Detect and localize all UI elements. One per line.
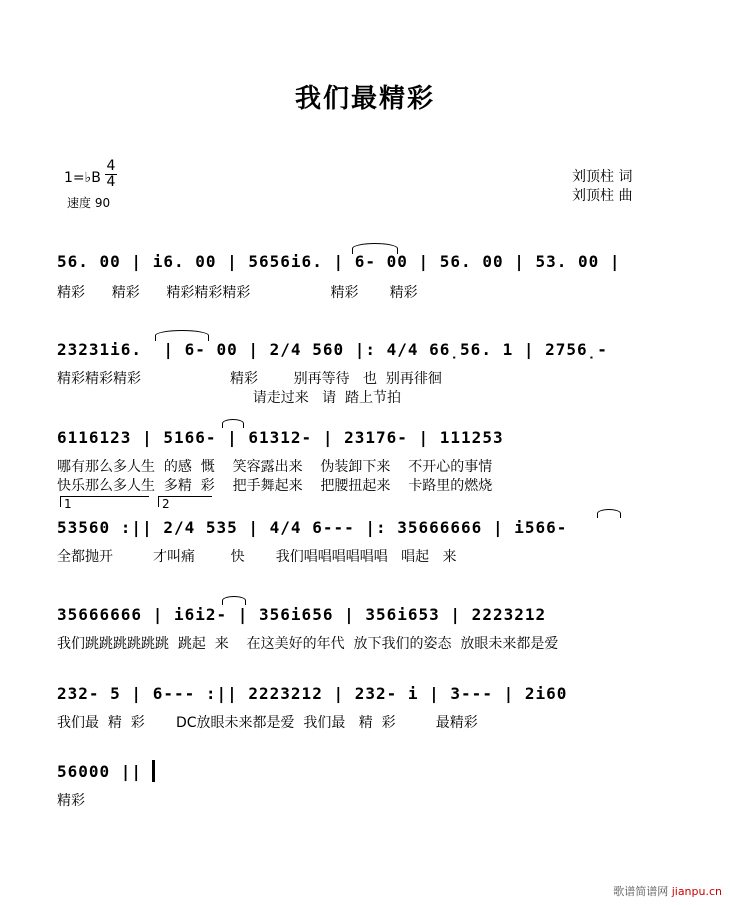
volta-2: 2: [158, 496, 212, 507]
notation-row-5: 35666666 | i6i2- | 356i656 | 356i653 | 2223212: [57, 605, 547, 624]
time-signature: [104, 159, 118, 190]
tempo-marking: 速度 90: [67, 196, 111, 210]
composer-credit: 刘顶柱 曲: [572, 188, 633, 204]
time-signature-top: 4: [106, 158, 116, 174]
watermark-site: jianpu.cn: [671, 885, 722, 898]
lyrics-row-1: 精彩 精彩 精彩精彩精彩 精彩 精彩: [57, 285, 418, 301]
lyrics-row-2a: 精彩精彩精彩 精彩 别再等待 也 别再徘徊: [57, 371, 442, 387]
notation-row-7: 56000 ||: [57, 762, 143, 781]
slur-mark: [222, 419, 244, 428]
final-barline: [152, 760, 155, 782]
notation-row-2: 23231i6. | 6- 00 | 2/4 560 |: 4/4 66̣56. 1 | 2756̣-: [57, 340, 608, 359]
lyrics-row-6: 我们最 精 彩 DC放眼未来都是爱 我们最 精 彩 最精彩: [57, 715, 478, 731]
watermark-text: 歌谱简谱网: [613, 885, 669, 898]
notation-row-1: 56. 00 | i6. 00 | 5656i6. | 6- 00 | 56. 00 | 53. 00 |: [57, 252, 621, 271]
notation-row-3: 6116123 | 5166- | 61312- | 23176- | 111253: [57, 428, 504, 447]
slur-mark: [222, 596, 246, 605]
notation-row-6: 232- 5 | 6--- :|| 2223212 | 232- i | 3--- | 2i60: [57, 684, 568, 703]
lyrics-row-3a: 哪有那么多人生 的感 慨 笑容露出来 伪装卸下来 不开心的事情: [57, 459, 493, 475]
slur-mark: [352, 243, 398, 254]
lyricist-credit: 刘顶柱 词: [572, 169, 633, 185]
lyrics-row-3b: 快乐那么多人生 多精 彩 把手舞起来 把腰扭起来 卡路里的燃烧: [57, 478, 493, 494]
lyrics-row-2b: 请走过来 请 踏上节拍: [57, 390, 402, 406]
watermark: [613, 883, 722, 899]
key-signature: 1=♭B: [64, 170, 101, 186]
notation-row-4: 53560 :|| 2/4 535 | 4/4 6--- |: 35666666 | i566-: [57, 518, 568, 537]
lyrics-row-4: 全都抛开 才叫痛 快 我们唱唱唱唱唱唱 唱起 来: [57, 549, 457, 565]
lyrics-row-5: 我们跳跳跳跳跳跳 跳起 来 在这美好的年代 放下我们的姿态 放眼未来都是爱: [57, 636, 559, 652]
slur-mark: [155, 330, 209, 341]
lyrics-row-7: 精彩: [57, 793, 85, 809]
volta-1: 1: [60, 496, 149, 507]
slur-mark: [597, 509, 621, 518]
song-title: 我们最精彩: [294, 84, 435, 114]
time-signature-bottom: 4: [106, 174, 116, 190]
